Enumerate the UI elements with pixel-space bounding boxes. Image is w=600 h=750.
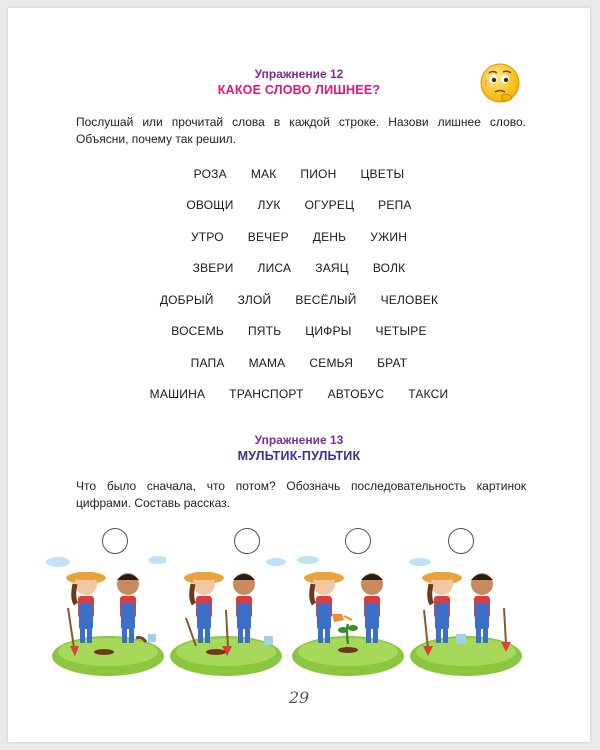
word: ДЕНЬ [312,229,347,244]
word: ТРАНСПОРТ [229,387,304,402]
word: АВТОБУС [327,387,385,402]
word: ВОСЕМЬ [171,324,224,339]
gardening-scene-1 [46,548,166,678]
word: ВЕСЁЛЫЙ [295,292,357,307]
word: ЦВЕТЫ [360,166,405,181]
gardening-scene-3 [288,548,408,678]
exercise-12-label: Упражнение 12 [254,67,344,81]
exercise-13-instruction: Что было сначала, что потом? Обозначь последовательность картинок цифрами. Составь рассказ. [76,479,526,510]
thinking-emoji-icon [478,62,522,106]
word: УТРО [190,229,224,244]
word-row [8,253,590,285]
word: ЛУК [257,198,281,213]
word-row [8,284,590,316]
workbook-page [8,8,590,742]
page-number: 29 [288,688,310,707]
scene-art [170,558,286,676]
word-rows [8,158,590,410]
word: ЗВЕРИ [192,261,234,276]
word-row [8,190,590,222]
word: ПЯТЬ [247,324,282,339]
word: РОЗА [193,166,227,181]
word: ПАПА [190,355,225,370]
gardening-scene-2 [166,548,286,678]
word: ЛИСА [257,261,292,276]
word: ВОЛК [372,261,406,276]
word: ЧЕЛОВЕК [380,292,439,307]
exercise-12-instruction: Послушай или прочитай слова в каждой строке. Назови лишнее слово. Объясни, почему так решил. [76,115,526,146]
word: БРАТ [377,355,408,370]
word: ЦИФРЫ [305,324,352,339]
scene-art [292,556,404,676]
word: ВЕЧЕР [247,229,289,244]
gardening-scene-4 [406,548,526,678]
word: СЕМЬЯ [309,355,354,370]
exercise-13-label: Упражнение 13 [254,433,344,447]
word: МАШИНА [149,387,206,402]
word: МАМА [248,355,286,370]
word-row [8,221,590,253]
word: ДОБРЫЙ [159,292,214,307]
scene-art [46,556,166,676]
word: ОГУРЕЦ [304,198,355,213]
word-row [8,158,590,190]
exercise-12-title: КАКОЕ СЛОВО ЛИШНЕЕ? [217,83,381,97]
word: ЧЕТЫРЕ [375,324,427,339]
word: ОВОЩИ [186,198,234,213]
word-row [8,347,590,379]
word: ЗЛОЙ [237,292,272,307]
word-row [8,379,590,411]
word: МАК [250,166,277,181]
word: ЗАЯЦ [315,261,349,276]
scene-art [409,558,522,676]
word: УЖИН [370,229,408,244]
exercise-13-header [8,432,590,464]
word: ПИОН [300,166,337,181]
exercise-13-title: МУЛЬТИК-ПУЛЬТИК [237,449,361,463]
word: РЕПА [378,198,412,213]
word-row [8,316,590,348]
word: ТАКСИ [408,387,449,402]
